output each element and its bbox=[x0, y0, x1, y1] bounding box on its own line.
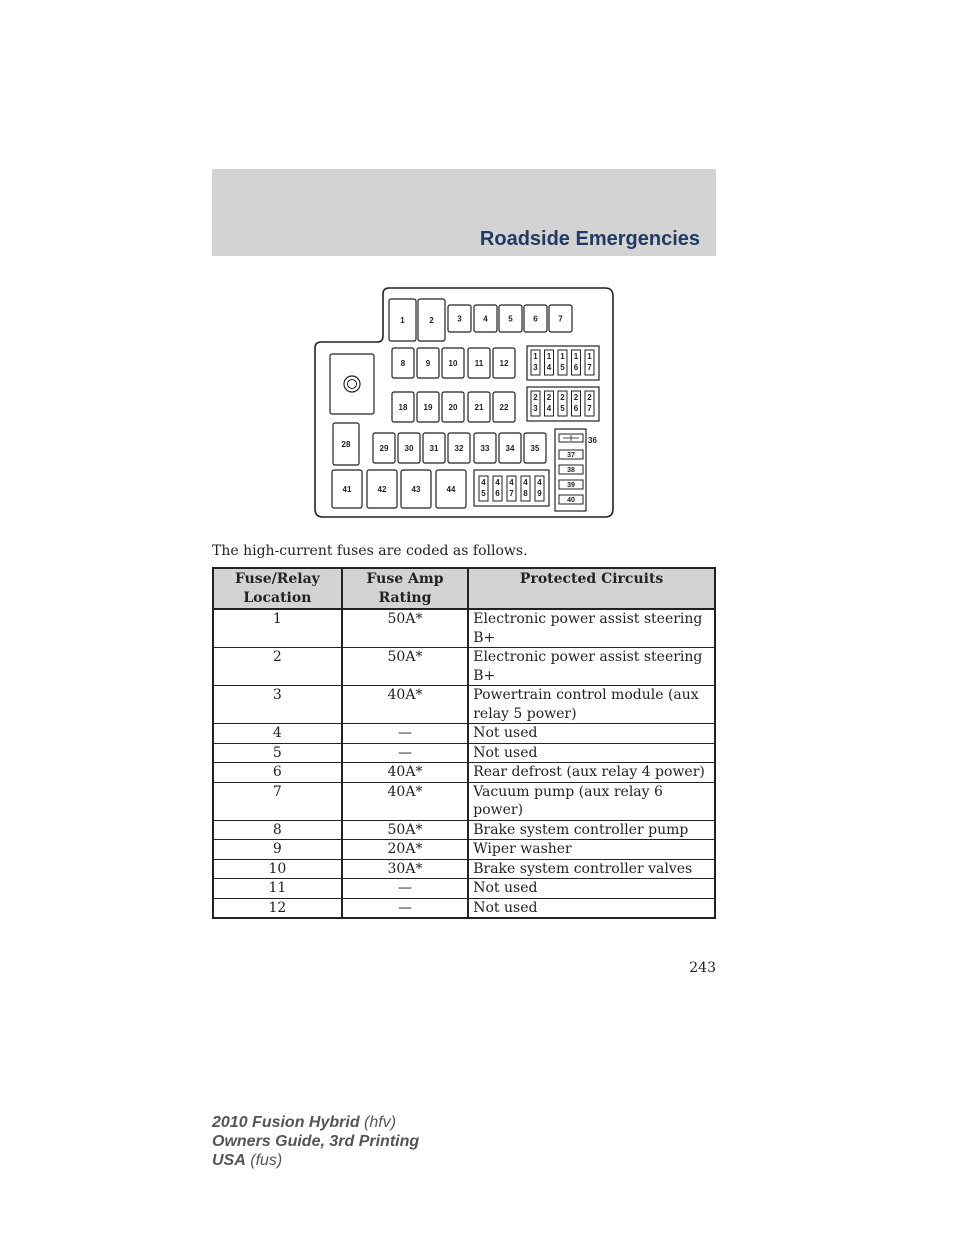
mini-fuse-39 bbox=[559, 480, 583, 489]
fuse-20 bbox=[442, 392, 464, 422]
svg-text:33: 33 bbox=[480, 444, 490, 453]
relay-13 bbox=[531, 350, 540, 375]
cell-rating: 30A* bbox=[342, 859, 469, 879]
cell-rating: 40A* bbox=[342, 763, 469, 783]
fuse-4 bbox=[474, 305, 497, 332]
svg-text:30: 30 bbox=[404, 444, 414, 453]
cell-location: 10 bbox=[213, 859, 342, 879]
footer-model-code: (hfv) bbox=[364, 1114, 397, 1131]
svg-text:31: 31 bbox=[429, 444, 439, 453]
svg-text:34: 34 bbox=[505, 444, 515, 453]
svg-text:6: 6 bbox=[573, 404, 579, 413]
svg-text:10: 10 bbox=[448, 359, 458, 368]
svg-text:1: 1 bbox=[400, 316, 405, 325]
table-row bbox=[213, 724, 715, 744]
svg-text:5: 5 bbox=[481, 489, 486, 498]
svg-text:41: 41 bbox=[342, 485, 352, 494]
table-row bbox=[213, 859, 715, 879]
svg-text:4: 4 bbox=[509, 478, 514, 487]
footer-model: 2010 Fusion Hybrid bbox=[212, 1114, 360, 1131]
fuse-9 bbox=[417, 348, 439, 378]
svg-text:40: 40 bbox=[567, 497, 575, 504]
fuse-42 bbox=[367, 470, 397, 508]
svg-text:2: 2 bbox=[573, 393, 579, 402]
svg-text:19: 19 bbox=[423, 403, 433, 412]
fuse-box-diagram bbox=[313, 286, 615, 519]
cell-circuits: Not used bbox=[468, 898, 715, 918]
cell-rating: — bbox=[342, 879, 469, 899]
svg-text:3: 3 bbox=[533, 404, 538, 413]
cell-rating: 50A* bbox=[342, 609, 469, 648]
table-row bbox=[213, 820, 715, 840]
svg-text:44: 44 bbox=[446, 485, 456, 494]
svg-text:7: 7 bbox=[558, 314, 563, 324]
fuse-33 bbox=[474, 433, 496, 463]
table-header-row bbox=[213, 568, 715, 609]
fuse-44 bbox=[436, 470, 466, 508]
cell-rating: 40A* bbox=[342, 782, 469, 820]
svg-text:8: 8 bbox=[523, 489, 528, 498]
cell-location: 7 bbox=[213, 782, 342, 820]
footer-imprint bbox=[212, 1113, 419, 1170]
relay-15 bbox=[558, 350, 567, 375]
svg-text:4: 4 bbox=[546, 363, 552, 372]
fuse-11 bbox=[468, 348, 490, 378]
fuse-22 bbox=[493, 392, 515, 422]
relay-23 bbox=[531, 391, 540, 416]
svg-text:2: 2 bbox=[560, 393, 565, 402]
fuse-6 bbox=[524, 305, 547, 332]
cell-location: 3 bbox=[213, 686, 342, 724]
fuse-5 bbox=[499, 305, 522, 332]
relay-48 bbox=[521, 476, 530, 501]
svg-text:5: 5 bbox=[508, 314, 513, 324]
fuse-1 bbox=[389, 299, 416, 341]
cell-rating: — bbox=[342, 724, 469, 744]
relay-49 bbox=[535, 476, 544, 501]
mount-stud-icon bbox=[344, 376, 360, 392]
svg-text:37: 37 bbox=[567, 452, 575, 459]
cell-location: 1 bbox=[213, 609, 342, 648]
relay-45 bbox=[479, 476, 488, 501]
cell-circuits: Electronic power assist steering B+ bbox=[468, 648, 715, 686]
svg-text:43: 43 bbox=[411, 485, 421, 494]
svg-text:7: 7 bbox=[587, 404, 592, 413]
svg-text:11: 11 bbox=[474, 359, 484, 368]
fuse-18 bbox=[392, 392, 414, 422]
fuse-28 bbox=[333, 423, 359, 465]
table-row bbox=[213, 763, 715, 783]
svg-text:5: 5 bbox=[560, 363, 565, 372]
table-row bbox=[213, 743, 715, 763]
header-location: Fuse/Relay Location bbox=[213, 568, 342, 609]
svg-text:32: 32 bbox=[454, 444, 464, 453]
cell-circuits: Wiper washer bbox=[468, 840, 715, 860]
cell-circuits: Not used bbox=[468, 724, 715, 744]
svg-text:7: 7 bbox=[509, 489, 514, 498]
fuse-43 bbox=[401, 470, 431, 508]
intro-text: The high-current fuses are coded as follows. bbox=[212, 543, 528, 559]
svg-text:42: 42 bbox=[377, 485, 387, 494]
svg-text:2: 2 bbox=[587, 393, 592, 402]
svg-text:5: 5 bbox=[560, 404, 565, 413]
svg-text:39: 39 bbox=[567, 482, 575, 489]
svg-text:29: 29 bbox=[379, 444, 389, 453]
mini-fuse-40 bbox=[559, 495, 583, 504]
cell-location: 5 bbox=[213, 743, 342, 763]
fuse-35 bbox=[524, 433, 546, 463]
cell-circuits: Electronic power assist steering B+ bbox=[468, 609, 715, 648]
svg-text:4: 4 bbox=[481, 478, 486, 487]
svg-text:7: 7 bbox=[587, 363, 592, 372]
section-title: Roadside Emergencies bbox=[479, 228, 700, 250]
svg-text:4: 4 bbox=[495, 478, 500, 487]
cell-circuits: Not used bbox=[468, 743, 715, 763]
svg-text:1: 1 bbox=[546, 352, 552, 361]
fuse-8 bbox=[392, 348, 414, 378]
svg-text:22: 22 bbox=[499, 403, 509, 412]
svg-text:4: 4 bbox=[546, 404, 552, 413]
svg-text:4: 4 bbox=[523, 478, 528, 487]
cell-rating: 40A* bbox=[342, 686, 469, 724]
relay-24 bbox=[545, 391, 554, 416]
relay-socket-left bbox=[330, 354, 374, 414]
svg-text:1: 1 bbox=[560, 352, 565, 361]
svg-text:21: 21 bbox=[474, 403, 484, 412]
svg-text:6: 6 bbox=[533, 314, 538, 324]
mini-fuse-37 bbox=[559, 450, 583, 459]
fuse-30 bbox=[398, 433, 420, 463]
table-row bbox=[213, 686, 715, 724]
page-number: 243 bbox=[689, 960, 716, 976]
cell-location: 9 bbox=[213, 840, 342, 860]
cell-circuits: Brake system controller pump bbox=[468, 820, 715, 840]
fuse-41 bbox=[332, 470, 362, 508]
relay-26 bbox=[572, 391, 581, 416]
svg-text:1: 1 bbox=[533, 352, 538, 361]
cell-circuits: Powertrain control module (aux relay 5 power) bbox=[468, 686, 715, 724]
svg-text:8: 8 bbox=[400, 359, 406, 368]
svg-text:2: 2 bbox=[429, 316, 434, 325]
cell-location: 12 bbox=[213, 898, 342, 918]
footer-guide: Owners Guide, 3rd Printing bbox=[212, 1133, 420, 1150]
cell-circuits: Not used bbox=[468, 879, 715, 899]
fuse-34 bbox=[499, 433, 521, 463]
table-row bbox=[213, 648, 715, 686]
header-circuits: Protected Circuits bbox=[468, 568, 715, 609]
relay-14 bbox=[545, 350, 554, 375]
cell-rating: — bbox=[342, 743, 469, 763]
fuse-3 bbox=[448, 305, 471, 332]
fuse-10 bbox=[442, 348, 464, 378]
cell-rating: 50A* bbox=[342, 820, 469, 840]
cell-location: 8 bbox=[213, 820, 342, 840]
svg-text:28: 28 bbox=[341, 440, 351, 449]
cell-rating: 20A* bbox=[342, 840, 469, 860]
cell-location: 11 bbox=[213, 879, 342, 899]
relay-27 bbox=[585, 391, 594, 416]
relay-25 bbox=[558, 391, 567, 416]
fuse-12 bbox=[493, 348, 515, 378]
table-row bbox=[213, 898, 715, 918]
svg-text:9: 9 bbox=[537, 489, 542, 498]
table-row bbox=[213, 879, 715, 899]
svg-text:2: 2 bbox=[546, 393, 552, 402]
fuse-29 bbox=[373, 433, 395, 463]
cell-circuits: Brake system controller valves bbox=[468, 859, 715, 879]
fuse-32 bbox=[448, 433, 470, 463]
svg-text:12: 12 bbox=[499, 359, 509, 368]
svg-text:6: 6 bbox=[573, 363, 579, 372]
section-header-band bbox=[212, 169, 716, 256]
footer-market: USA bbox=[212, 1152, 246, 1169]
footer-market-code: (fus) bbox=[250, 1152, 283, 1169]
svg-text:1: 1 bbox=[587, 352, 592, 361]
svg-text:36: 36 bbox=[588, 436, 597, 445]
svg-text:6: 6 bbox=[495, 489, 500, 498]
relay-47 bbox=[507, 476, 516, 501]
svg-text:38: 38 bbox=[567, 467, 575, 474]
diode-36 bbox=[559, 434, 597, 445]
svg-text:1: 1 bbox=[573, 352, 579, 361]
cell-rating: — bbox=[342, 898, 469, 918]
cell-location: 6 bbox=[213, 763, 342, 783]
svg-text:4: 4 bbox=[483, 314, 488, 324]
cell-location: 2 bbox=[213, 648, 342, 686]
cell-rating: 50A* bbox=[342, 648, 469, 686]
fuse-31 bbox=[423, 433, 445, 463]
mini-fuse-38 bbox=[559, 465, 583, 474]
relay-46 bbox=[493, 476, 502, 501]
relay-16 bbox=[572, 350, 581, 375]
fuse-cells bbox=[332, 299, 599, 511]
table-row bbox=[213, 840, 715, 860]
cell-circuits: Rear defrost (aux relay 4 power) bbox=[468, 763, 715, 783]
table-row bbox=[213, 782, 715, 820]
svg-text:9: 9 bbox=[425, 359, 431, 368]
cell-circuits: Vacuum pump (aux relay 6 power) bbox=[468, 782, 715, 820]
svg-text:3: 3 bbox=[533, 363, 538, 372]
svg-text:3: 3 bbox=[457, 314, 462, 324]
svg-text:2: 2 bbox=[533, 393, 538, 402]
svg-text:35: 35 bbox=[530, 444, 540, 453]
fuse-7 bbox=[549, 305, 572, 332]
fuse-19 bbox=[417, 392, 439, 422]
cell-location: 4 bbox=[213, 724, 342, 744]
table-row bbox=[213, 609, 715, 648]
svg-text:18: 18 bbox=[398, 403, 408, 412]
fuse-table bbox=[212, 567, 716, 919]
svg-text:20: 20 bbox=[448, 403, 458, 412]
fuse-2 bbox=[418, 299, 445, 341]
relay-17 bbox=[585, 350, 594, 375]
fuse-21 bbox=[468, 392, 490, 422]
header-rating: Fuse Amp Rating bbox=[342, 568, 469, 609]
svg-text:4: 4 bbox=[537, 478, 542, 487]
